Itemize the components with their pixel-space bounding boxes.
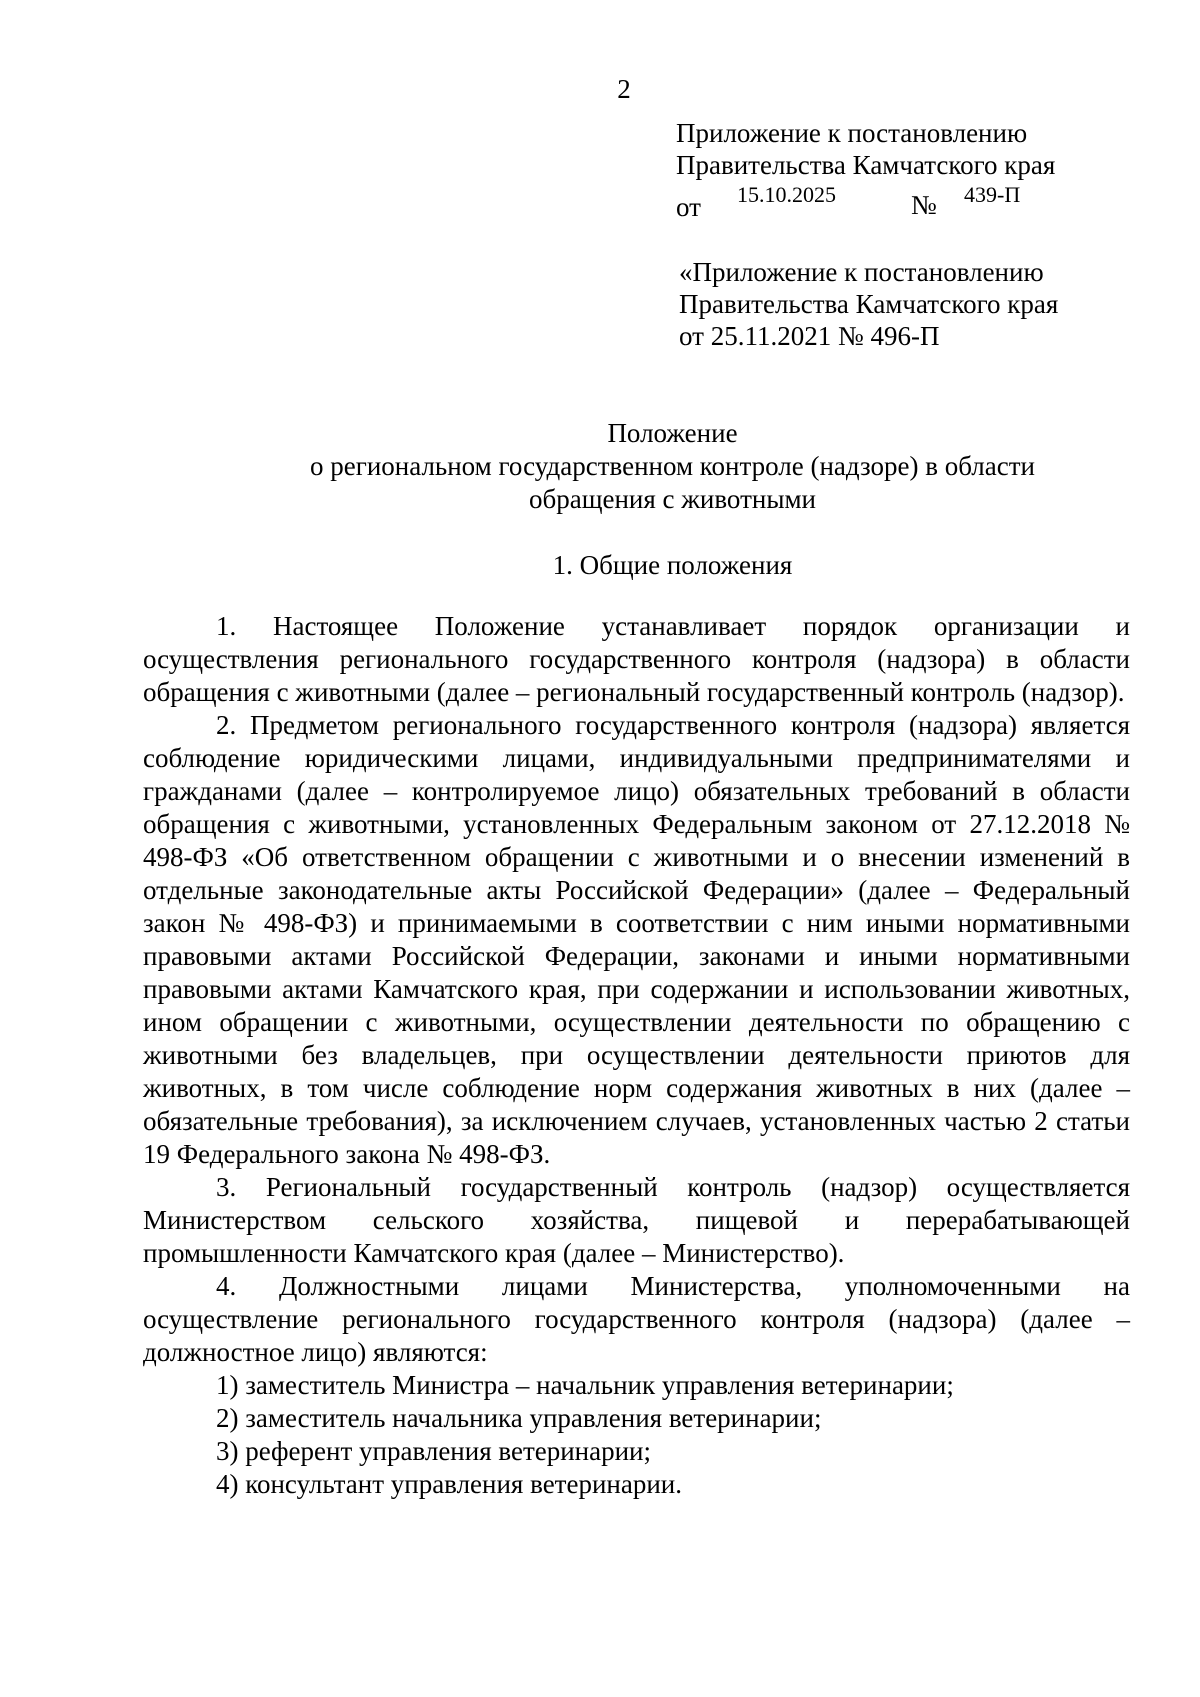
page-number: 2 xyxy=(617,74,631,104)
list-item-1: 1) заместитель Министра – начальник управления ветеринарии; xyxy=(216,1370,954,1400)
resolution-number: 439-П xyxy=(964,182,1021,207)
title-line-2: о региональном государственном контроле (надзоре) в области xyxy=(310,451,1035,481)
document-body xyxy=(143,610,1130,1501)
appendix-old-line-1: «Приложение к постановлению xyxy=(679,257,1044,287)
appendix-old-line-3: от 25.11.2021 № 496-П xyxy=(679,321,940,351)
list-item-2: 2) заместитель начальника управления ветеринарии; xyxy=(216,1403,822,1433)
title-line-1: Положение xyxy=(607,418,738,448)
title-line-3: обращения с животными xyxy=(528,484,817,514)
appendix-new-line-2: Правительства Камчатского края xyxy=(676,150,1056,180)
resolution-date: 15.10.2025 xyxy=(737,182,836,207)
document-title xyxy=(120,417,1200,516)
number-sign: № xyxy=(911,190,937,220)
list-item-4: 4) консультант управления ветеринарии. xyxy=(216,1469,682,1499)
paragraph-4: 4. Должностными лицами Министерства, уполномоченными на осуществление регионального государственного контроля (надзора) (далее – должностное лицо) являются: xyxy=(143,1271,1130,1367)
appendix-old-line-2: Правительства Камчатского края xyxy=(679,289,1059,319)
list-item-3: 3) референт управления ветеринарии; xyxy=(216,1436,652,1466)
paragraph-2: 2. Предметом регионального государственного контроля (надзора) является соблюдение юридическими лицами, индивидуальными предпринимателями и гражданами (далее – контролируемое лицо) обязательных требований в области обращения с животными, установленных Федеральным законом от 27.12.2018 № 498-ФЗ «Об ответственном обращении с животными и о внесении изменений в отдельные законодательные акты Российской Федерации» (далее – Федеральный закон № 498-ФЗ) и принимаемыми в соответствии с ним иными нормативными правовыми актами Российской Федерации, законами и иными нормативными правовыми актами Камчатского края, при содержании и использовании животных, ином обращении с животными, осуществлении деятельности по обращению с животными без владельцев, при осуществлении деятельности приютов для животных, в том числе соблюдение норм содержания животных в них (далее – обязательные требования), за исключением случаев, установленных частью 2 статьи 19 Федерального закона № 498-ФЗ. xyxy=(143,710,1130,1169)
appendix-header-new xyxy=(676,117,1055,181)
appendix-date-line xyxy=(676,182,1036,222)
paragraph-3: 3. Региональный государственный контроль (надзор) осуществляется Министерством сельского хозяйства, пищевой и перерабатывающей промышленности Камчатского края (далее – Министерство). xyxy=(143,1172,1130,1268)
appendix-new-line-1: Приложение к постановлению xyxy=(676,118,1028,148)
section-heading: 1. Общие положения xyxy=(552,550,793,580)
date-prefix: от xyxy=(676,192,701,222)
appendix-header-old xyxy=(679,256,1058,352)
paragraph-1: 1. Настоящее Положение устанавливает порядок организации и осуществления регионального государственного контроля (надзора) в области обращения с животными (далее – региональный государственный контроль (надзор). xyxy=(143,611,1130,707)
